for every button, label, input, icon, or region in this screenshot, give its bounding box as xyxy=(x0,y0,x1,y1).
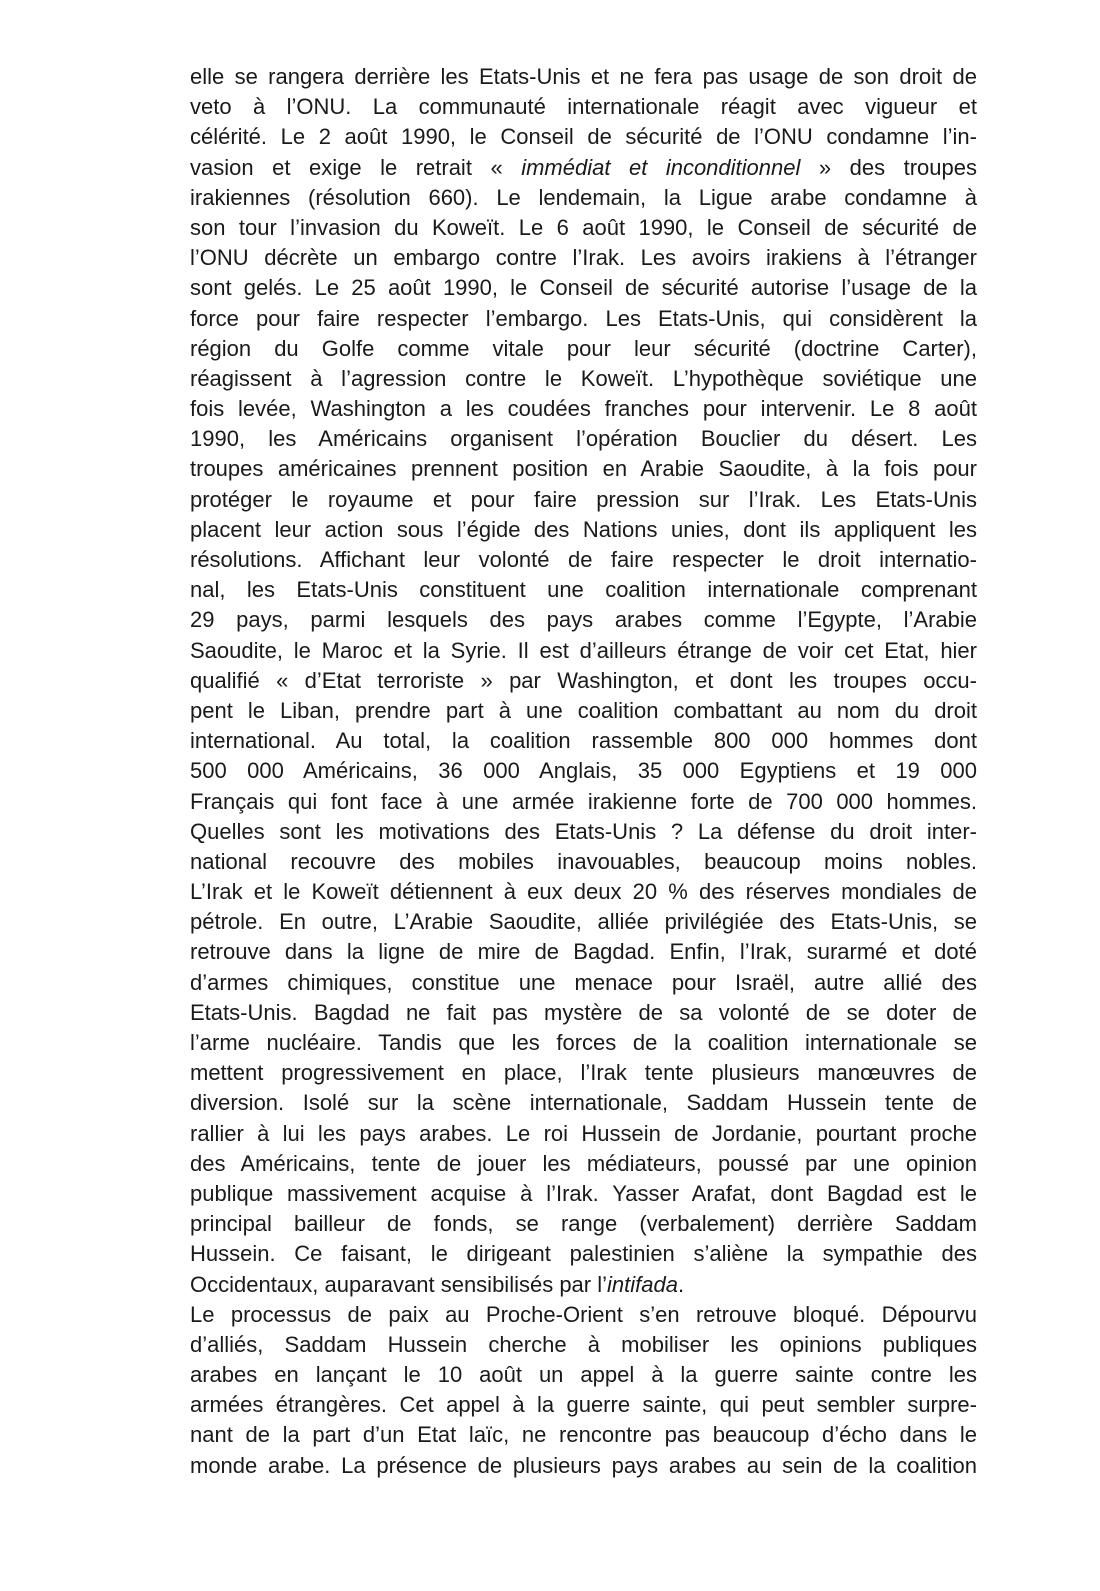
text-line: 29 pays, parmi lesquels des pays arabes comme l’Egypte, l’Arabie xyxy=(190,607,977,633)
text-line: diversion. Isolé sur la scène internationale, Saddam Hussein tente de xyxy=(190,1090,977,1116)
text-line: nant de la part d’un Etat laïc, ne rencontre pas beaucoup d’écho dans le xyxy=(190,1422,977,1448)
text-line: l’ONU décrète un embargo contre l’Irak. Les avoirs irakiens à l’étranger xyxy=(190,245,977,271)
text-line: Saoudite, le Maroc et la Syrie. Il est d’ailleurs étrange de voir cet Etat, hier xyxy=(190,637,977,663)
text-line: Quelles sont les motivations des Etats-Unis ? La défense du droit inter- xyxy=(190,818,977,844)
text-run: Occidentaux, auparavant sensibilisés par l’ xyxy=(190,1271,608,1297)
text-line: Hussein. Ce faisant, le dirigeant palestinien s’aliène la sympathie des xyxy=(190,1241,977,1267)
text-line: mettent progressivement en place, l’Irak tente plusieurs manœuvres de xyxy=(190,1060,977,1086)
document-page xyxy=(190,62,977,1481)
text-line: force pour faire respecter l’embargo. Les Etats-Unis, qui considèrent la xyxy=(190,305,977,331)
italic-phrase: immédiat et inconditionnel xyxy=(521,154,801,180)
text-line: d’alliés, Saddam Hussein cherche à mobiliser les opinions publiques xyxy=(190,1331,977,1357)
text-line: armées étrangères. Cet appel à la guerre sainte, qui peut sembler surpre- xyxy=(190,1392,977,1418)
text-line: rallier à lui les pays arabes. Le roi Hussein de Jordanie, pourtant proche xyxy=(190,1120,977,1146)
body-text xyxy=(190,62,977,1481)
text-line: publique massivement acquise à l’Irak. Yasser Arafat, dont Bagdad est le xyxy=(190,1180,977,1206)
text-line: irakiennes (résolution 660). Le lendemain, la Ligue arabe condamne à xyxy=(190,184,977,210)
text-line: arabes en lançant le 10 août un appel à la guerre sainte contre les xyxy=(190,1362,977,1388)
text-line: elle se rangera derrière les Etats-Unis et ne fera pas usage de son droit de xyxy=(190,64,977,89)
text-line: national recouvre des mobiles inavouables, beaucoup moins nobles. xyxy=(190,848,977,874)
text-line: international. Au total, la coalition rassemble 800 000 hommes dont xyxy=(190,728,977,754)
text-line: 1990, les Américains organisent l’opération Bouclier du désert. Les xyxy=(190,426,977,452)
text-line: Le processus de paix au Proche-Orient s’en retrouve bloqué. Dépourvu xyxy=(190,1301,977,1327)
text-line: d’armes chimiques, constitue une menace pour Israël, autre allié des xyxy=(190,969,977,995)
italic-phrase: intifada xyxy=(607,1271,678,1297)
text-line: région du Golfe comme vitale pour leur sécurité (doctrine Carter), xyxy=(190,335,977,361)
text-line: réagissent à l’agression contre le Koweït. L’hypothèque soviétique une xyxy=(190,365,977,391)
text-line xyxy=(190,153,977,183)
text-line: son tour l’invasion du Koweït. Le 6 août 1990, le Conseil de sécurité de xyxy=(190,214,977,240)
text-line xyxy=(190,1270,977,1300)
text-line: célérité. Le 2 août 1990, le Conseil de sécurité de l’ONU condamne l’in- xyxy=(190,124,977,150)
text-line: qualifié « d’Etat terroriste » par Washington, et dont les troupes occu- xyxy=(190,667,977,693)
text-line: veto à l’ONU. La communauté internationale réagit avec vigueur et xyxy=(190,94,977,120)
text-line: sont gelés. Le 25 août 1990, le Conseil de sécurité autorise l’usage de la xyxy=(190,275,977,301)
text-run: vasion et exige le retrait « xyxy=(190,154,522,180)
text-line: résolutions. Affichant leur volonté de faire respecter le droit internatio- xyxy=(190,547,977,572)
text-line: fois levée, Washington a les coudées franches pour intervenir. Le 8 août xyxy=(190,396,977,422)
text-line: retrouve dans la ligne de mire de Bagdad. Enfin, l’Irak, surarmé et doté xyxy=(190,939,977,965)
text-line: Français qui font face à une armée irakienne forte de 700 000 hommes. xyxy=(190,788,977,814)
text-line: des Américains, tente de jouer les médiateurs, poussé par une opinion xyxy=(190,1150,977,1176)
text-line: nal, les Etats-Unis constituent une coalition internationale comprenant xyxy=(190,577,977,603)
text-line: 500 000 Américains, 36 000 Anglais, 35 000 Egyptiens et 19 000 xyxy=(190,758,977,784)
text-run: » des troupes xyxy=(800,154,977,180)
text-line: principal bailleur de fonds, se range (verbalement) derrière Saddam xyxy=(190,1211,977,1237)
text-line: placent leur action sous l’égide des Nations unies, dont ils appliquent les xyxy=(190,516,977,542)
text-line: L’Irak et le Koweït détiennent à eux deux 20 % des réserves mondiales de xyxy=(190,879,977,905)
text-line: pétrole. En outre, L’Arabie Saoudite, alliée privilégiée des Etats-Unis, se xyxy=(190,909,977,935)
text-line: l’arme nucléaire. Tandis que les forces de la coalition internationale se xyxy=(190,1030,977,1055)
text-run: . xyxy=(677,1271,685,1297)
text-line: monde arabe. La présence de plusieurs pays arabes au sein de la coalition xyxy=(190,1452,977,1478)
text-line: troupes américaines prennent position en Arabie Saoudite, à la fois pour xyxy=(190,456,977,482)
text-line: pent le Liban, prendre part à une coalition combattant au nom du droit xyxy=(190,697,977,723)
text-line: protéger le royaume et pour faire pression sur l’Irak. Les Etats-Unis xyxy=(190,486,977,512)
text-line: Etats-Unis. Bagdad ne fait pas mystère de sa volonté de se doter de xyxy=(190,999,977,1025)
